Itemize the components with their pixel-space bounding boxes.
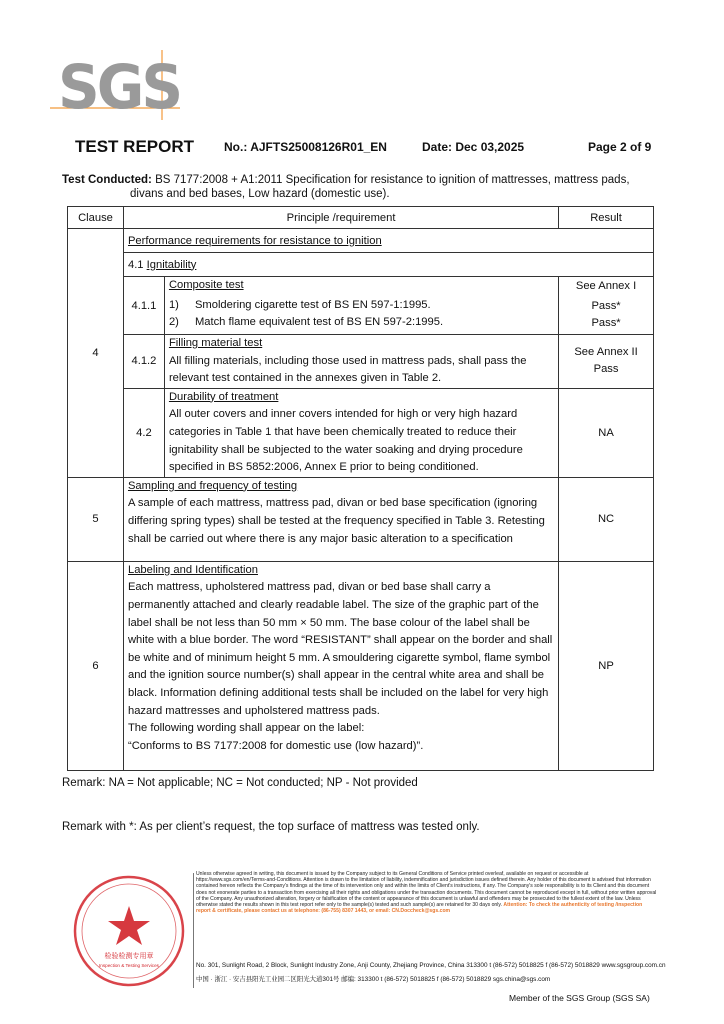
s5-text: A sample of each mattress, mattress pad, divan or bed base specification (ignoring differing spring types) shall be tested at the frequency specified in Table 3. Retesting shall be carried out where there is any major basic alteration to a specification	[127, 497, 545, 545]
test-conducted	[62, 173, 662, 201]
s6-title: Labeling and Identification	[127, 563, 258, 576]
clause-412: 4.1.2	[123, 335, 164, 389]
test-conducted-label: Test Conducted:	[62, 174, 152, 186]
footer-disclaimer	[196, 871, 658, 914]
test-conducted-line1: BS 7177:2008 + A1:2011 Specification for resistance to ignition of mattresses, mattress pads,	[155, 174, 630, 186]
table-row	[68, 477, 654, 561]
s6-result: NP	[559, 561, 654, 770]
r412-result2: Pass	[593, 363, 619, 376]
r411-item2-no: 2)	[168, 316, 179, 329]
s6-line3: “Conforms to BS 7177:2008 for domestic use (low hazard)”.	[127, 739, 424, 752]
table-row	[68, 277, 654, 335]
r411-item1: Smoldering cigarette test of BS EN 597-1:1995.	[194, 298, 431, 311]
r411-item2: Match flame equivalent test of BS EN 597-2:1995.	[194, 316, 444, 329]
report-number: No.: AJFTS25008126R01_EN	[224, 140, 387, 154]
s5-result: NC	[559, 477, 654, 561]
r412-result1: See Annex II	[574, 345, 638, 358]
s6-line2: The following wording shall appear on the label:	[127, 722, 365, 735]
table-row	[68, 253, 654, 277]
clause-6: 6	[68, 561, 124, 770]
footer-address-cn: 中国 · 浙江 · 安吉县阳光工业园二区阳光大道301号 邮编: 313300 t (86-572) 5018825 f (86-572) 5018829 sgs.china@sgs.com	[196, 976, 551, 983]
col-principle: Principle /requirement	[123, 207, 558, 229]
clause-4: 4	[68, 229, 124, 478]
r42-text: All outer covers and inner covers intended for high or very high hazard categories in Table 1 that have been chemically treated to reduce their ignitability shall be subjected to the water soaking and drying procedure specified in BS 5852:2006, Annex E prior to being conditioned.	[168, 408, 523, 474]
r42-result: NA	[559, 388, 654, 477]
r411-title: Composite test	[168, 279, 244, 291]
sub-num: 4.1	[127, 258, 144, 271]
inspection-seal-stamp	[70, 872, 188, 990]
logo-text: SGS	[58, 51, 181, 123]
footer-divider	[193, 873, 194, 988]
remark-asterisk: Remark with *: As per client’s request, the top surface of mattress was tested only.	[62, 821, 480, 833]
r42-title: Durability of treatment	[168, 390, 279, 403]
requirements-table	[67, 206, 654, 771]
seal-inner-text: 检验检测专用章	[104, 952, 154, 960]
sub-title: Ignitability	[146, 258, 197, 271]
clause-5: 5	[68, 477, 124, 561]
r411-result1: See Annex I	[575, 280, 637, 293]
table-row	[68, 335, 654, 389]
r411-result3: Pass*	[591, 317, 621, 330]
footer-address-en: No. 301, Sunlight Road, 2 Block, Sunlight Industry Zone, Anji County, Zhejiang Province, China 313300 t (86-572) 5018825 f (86-572) 5018829 www.sgsgroup.com.cn	[196, 962, 666, 969]
remark-legend: Remark: NA = Not applicable; NC = Not conducted; NP - Not provided	[62, 777, 418, 789]
report-date: Date: Dec 03,2025	[422, 140, 525, 154]
report-title: TEST REPORT	[75, 137, 195, 156]
clause-42: 4.2	[123, 388, 164, 477]
footer-attention: Attention: To check the authenticity of testing /inspection report & certificate, please contact us at telephone: (86-755) 8307 1443, or email: CN.Doccheck@sgs.com	[196, 902, 643, 915]
s5-title: Sampling and frequency of testing	[127, 479, 298, 492]
col-clause: Clause	[68, 207, 124, 229]
footer-disclaimer-text: Unless otherwise agreed in writing, this document is issued by the Company subject to its General Conditions of Service printed overleaf, available on request or accessible at https://www.sgs.com/en/Terms-and-Conditions. Attention is drawn to the limitation of liability, indemnification and jurisdiction issues defined therein. Any holder of this document is advised that information contained hereon reflects the Company's findings at the time of its intervention only and within the limits of Client's instructions, if any. The Company's sole responsibility is to its Client and this document does not exonerate parties to a transaction from exercising all their rights and obligations under the transaction documents. This document cannot be reproduced except in full, without prior written approval of the Company. Any unauthorized alteration, forgery or falsification of the content or appearance of this document is unlawful and offenders may be prosecuted to the fullest extent of the law. Unless otherwise stated the results shown in this test report refer only to the sample(s) tested and such sample(s) are retained for 30 days only.	[196, 871, 657, 909]
seal-en-text: Inspection & Testing Services	[99, 963, 159, 968]
r412-title: Filling material test	[168, 337, 263, 349]
table-header-row	[68, 207, 654, 229]
clause-411: 4.1.1	[123, 277, 164, 335]
footer-member: Member of the SGS Group (SGS SA)	[509, 993, 650, 1003]
r411-item1-no: 1)	[168, 298, 179, 311]
r411-result2: Pass*	[591, 299, 621, 312]
section4-heading: Performance requirements for resistance to ignition	[127, 234, 382, 247]
page-number: Page 2 of 9	[588, 140, 652, 154]
sgs-logo	[50, 50, 181, 123]
table-row	[68, 561, 654, 770]
table-row	[68, 229, 654, 253]
r412-text: All filling materials, including those used in mattress pads, shall pass the relevant test contained in the annexes given in Table 2.	[168, 354, 527, 385]
table-row	[68, 388, 654, 477]
s6-text: Each mattress, upholstered mattress pad, divan or bed base shall carry a permanently attached and clearly readable label. The size of the graphic part of the label shall be not less than 50 mm × 50 mm. The base colour of the label shall be white with a blue border. The word “RESISTANT” shall appear on the border and shall be white and of minimum height 5 mm. A smouldering cigarette symbol, flame symbol and the ignition source number(s) shall appear in the central white area and shall be black. Information defining additional tests shall be included on the label for very high hazard mattresses and upholstered mattress pads.	[127, 581, 553, 717]
test-conducted-line2: divans and bed bases, Low hazard (domestic use).	[130, 188, 390, 200]
col-result: Result	[559, 207, 654, 229]
